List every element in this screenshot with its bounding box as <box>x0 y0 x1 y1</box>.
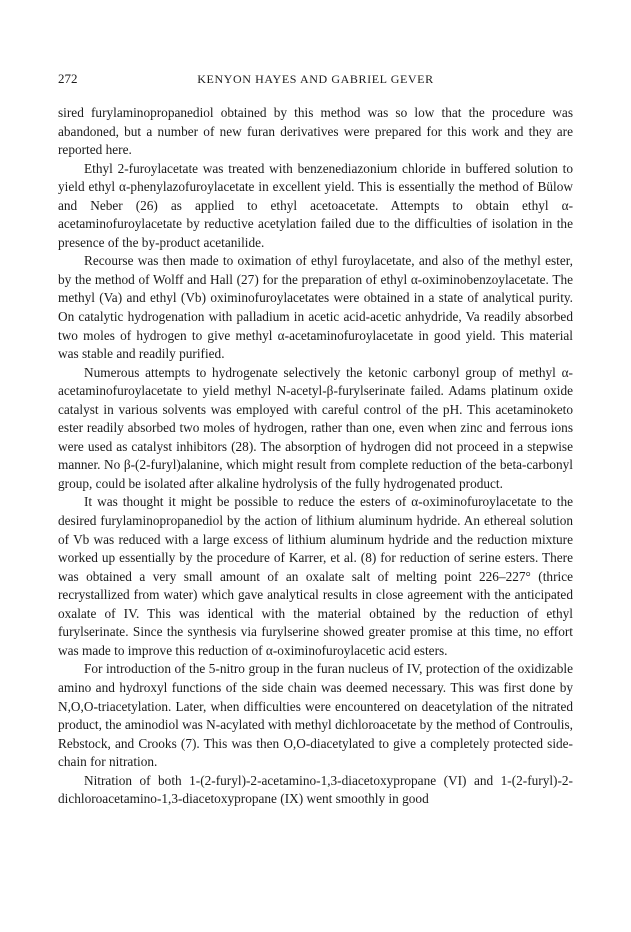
paragraph: Recourse was then made to oximation of ethyl furoylacetate, and also of the methyl ester, by the method of Wolff and Hall (27) for the preparation of ethyl α-oximinobenzoylacetate. The methyl (Va) and ethyl (Vb) oximinofuroylacetates were obtained in a state of analytical purity. On catalytic hydrogenation with palladium in acetic acid-acetic anhydride, Va readily absorbed two moles of hydrogen to give methyl α-acetaminofuroylacetate in good yield. This material was stable and readily purified. <box>58 253 573 362</box>
running-head: KENYON HAYES AND GABRIEL GEVER <box>197 72 434 86</box>
page-header <box>58 71 573 87</box>
paragraph: For introduction of the 5-nitro group in the furan nucleus of IV, protection of the oxidizable amino and hydroxyl functions of the side chain was deemed necessary. This was first done by N,O,O-triacetylation. Later, when difficulties were encountered on deacetylation of the nitrated product, the aminodiol was N-acylated with methyl dichloroacetate by the method of Controulis, Rebstock, and Crooks (7). This was then O,O-diacetylated to give a completely protected side-chain for nitration. <box>58 661 573 770</box>
paragraph: Ethyl 2-furoylacetate was treated with benzenediazonium chloride in buffered solution to yield ethyl α-phenylazofuroylacetate in excellent yield. This is essentially the method of Bülow and Neber (26) as applied to ethyl acetoacetate. Attempts to obtain ethyl α-acetaminofuroylacetate by reductive acetylation failed due to the difficulties of isolation in the presence of the by-product acetanilide. <box>58 160 573 250</box>
body-text <box>58 104 573 809</box>
page-number: 272 <box>58 71 78 86</box>
paragraph: Numerous attempts to hydrogenate selectively the ketonic carbonyl group of methyl α-acetaminofuroylacetate to yield methyl N-acetyl-β-furylserinate failed. Adams platinum oxide catalyst in various solvents was employed with careful control of the pH. This acetaminoketo ester readily absorbed two moles of hydrogen, rather than one, even when zinc and ferrous ions were used as catalyst inhibitors (28). The absorption of hydrogen did not proceed in a stepwise manner. No β-(2-furyl)alanine, which might result from complete reduction of the beta-carbonyl group, could be isolated after alkaline hydrolysis of the fully hydrogenated product. <box>58 364 573 491</box>
paragraph: Nitration of both 1-(2-furyl)-2-acetamino-1,3-diacetoxypropane (VI) and 1-(2-furyl)-2-dichloroacetamino-1,3-diacetoxypropane (IX) went smoothly in good <box>58 772 573 807</box>
paragraph: sired furylaminopropanediol obtained by this method was so low that the procedure was abandoned, but a number of new furan derivatives were prepared for this work and they are reported here. <box>58 105 573 158</box>
paragraph: It was thought it might be possible to reduce the esters of α-oximinofuroylacetate to the desired furylaminopropanediol by the action of lithium aluminum hydride. An ethereal solution of Vb was reduced with a large excess of lithium aluminum hydride and the reduction mixture worked up essentially by the procedure of Karrer, et al. (8) for reduction of serine esters. There was obtained a very small amount of an oxalate salt of melting point 226–227° (thrice recrystallized from water) which gave analytical results in close agreement with the anticipated oxalate of IV. This was identical with the material obtained by the reduction of ethyl furylserinate. Since the synthesis via furylserine showed greater promise at this time, no effort was made to improve this reduction of α-oximinofuroylacetic acid esters. <box>58 494 573 658</box>
